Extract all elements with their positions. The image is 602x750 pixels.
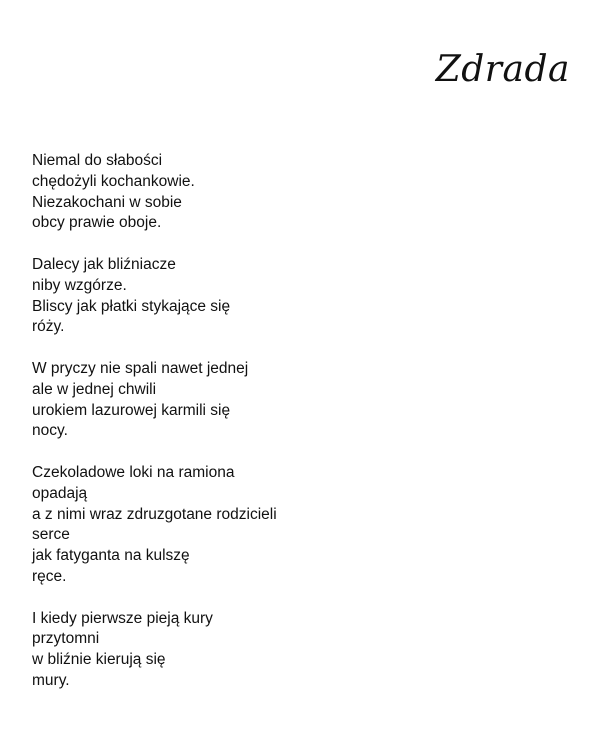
- poem-line: a z nimi wraz zdruzgotane rodzicieli: [32, 505, 277, 523]
- poem-line: przytomni: [32, 630, 100, 648]
- stanza-5: [32, 609, 552, 692]
- poem-title: Zdrada: [435, 49, 570, 90]
- poem-line: W pryczy nie spali nawet jednej: [32, 359, 249, 377]
- poem-line: Niezakochani w sobie: [32, 193, 182, 211]
- poem-line: jak fatyganta na kulszę: [32, 547, 190, 565]
- poem-line: ręce.: [32, 567, 67, 585]
- poem-line: Czekoladowe loki na ramiona: [32, 463, 235, 481]
- poem-line: chędożyli kochankowie.: [32, 172, 195, 190]
- poem-line: Bliscy jak płatki stykające się: [32, 297, 231, 315]
- stanza-2: [32, 255, 552, 338]
- poem-line: Niemal do słabości: [32, 152, 163, 169]
- stanza-1: [32, 151, 552, 234]
- poem-line: niby wzgórze.: [32, 276, 127, 294]
- poem-line: I kiedy pierwsze pieją kury: [32, 609, 213, 627]
- poem-line: mury.: [32, 671, 70, 689]
- stanza-3: [32, 359, 552, 442]
- poem-line: nocy.: [32, 422, 68, 440]
- poem-line: serce: [32, 526, 70, 544]
- poem-line: urokiem lazurowej karmili się: [32, 401, 231, 419]
- poem-line: w bliźnie kierują się: [32, 651, 166, 669]
- poem-line: Dalecy jak bliźniacze: [32, 255, 176, 273]
- poem-line: ale w jednej chwili: [32, 380, 157, 398]
- poem-line: obcy prawie oboje.: [32, 214, 162, 232]
- poem-line: róży.: [32, 318, 65, 336]
- poem-line: opadają: [32, 484, 88, 502]
- poem-body: [32, 151, 552, 713]
- stanza-4: [32, 463, 552, 588]
